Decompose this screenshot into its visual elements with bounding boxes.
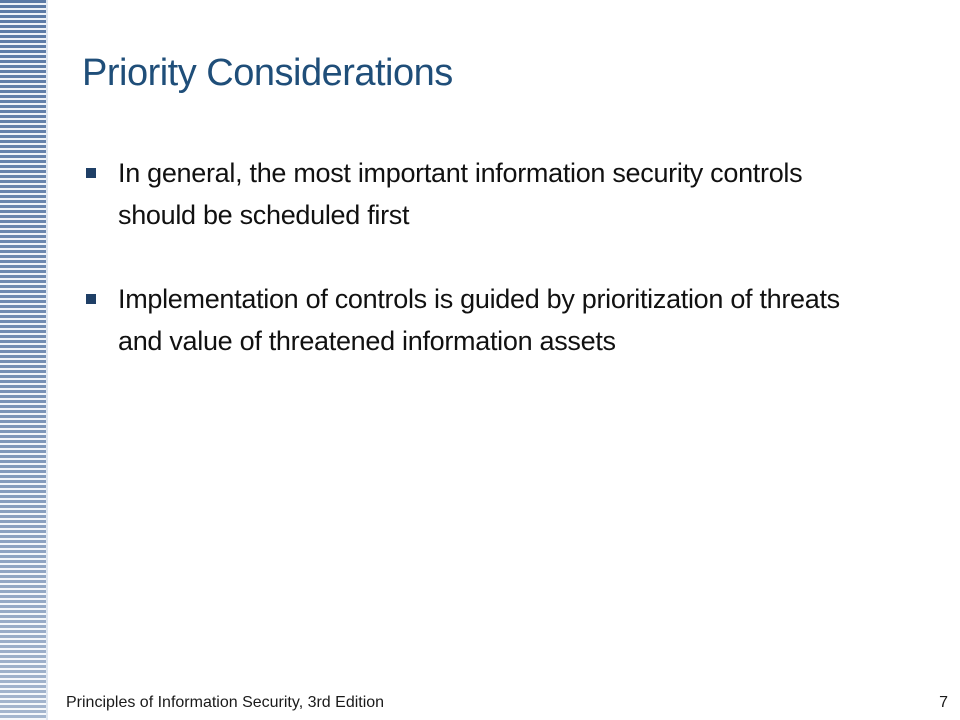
square-bullet-icon: [86, 294, 96, 304]
bullet-text: In general, the most important information security controls should be scheduled first: [118, 158, 803, 230]
bullet-list: [82, 152, 872, 404]
page-number: 7: [939, 694, 948, 711]
side-stripes-edge: [46, 0, 48, 720]
bullet-item: [82, 152, 872, 236]
bullet-text: Implementation of controls is guided by prioritization of threats and value of threatened information assets: [118, 284, 840, 356]
bullet-item: [82, 278, 872, 362]
side-stripes-fade: [0, 0, 46, 720]
square-bullet-icon: [86, 168, 96, 178]
slide-title: Priority Considerations: [82, 52, 453, 94]
footer-book-title: Principles of Information Security, 3rd Edition: [66, 694, 385, 711]
